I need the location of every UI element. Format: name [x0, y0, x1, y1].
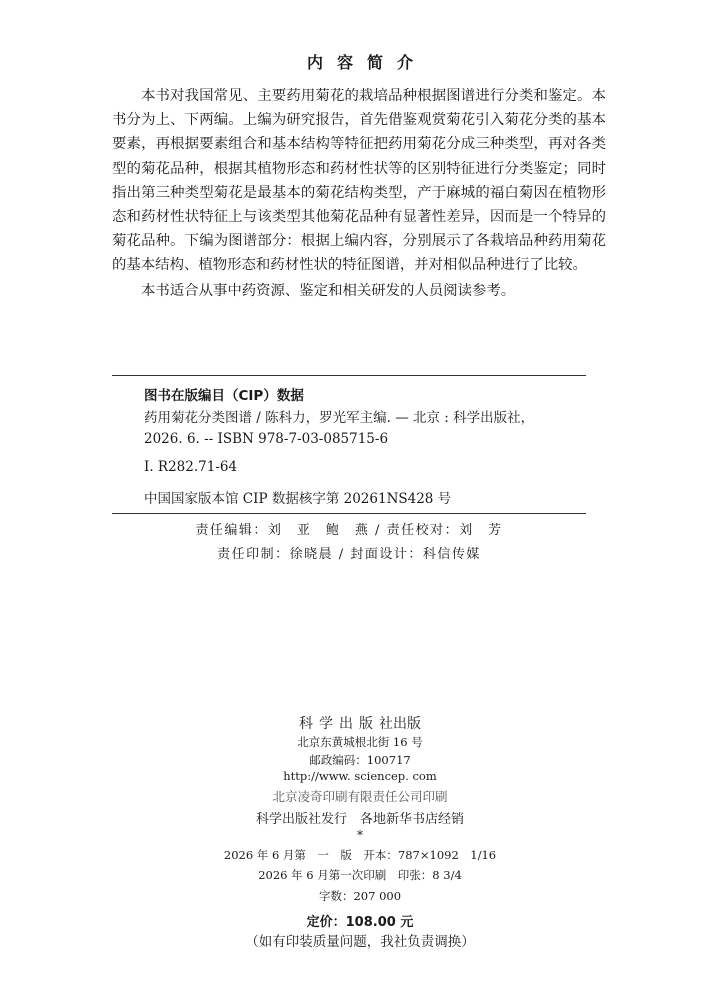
cip-number: 中国国家版本馆 CIP 数据核字第 20261NS428 号 — [144, 491, 452, 507]
cip-entry-line-1: 药用菊花分类图谱 / 陈科力，罗光军主编. — 北京 : 科学出版社， — [144, 410, 535, 426]
credits-production: 责任印制：徐晓晨 / 封面设计：科信传媒 — [217, 547, 481, 562]
separator-asterisk: * — [357, 828, 363, 842]
cip-entry — [144, 408, 604, 450]
postal-code: 邮政编码：100717 — [309, 753, 411, 767]
cip-bottom-rule — [112, 513, 586, 514]
cip-top-rule — [112, 375, 586, 376]
price: 定价：108.00 元 — [306, 915, 414, 930]
cip-heading: 图书在版编目（CIP）数据 — [144, 388, 304, 404]
publisher-name-spaced: 科学出版 — [299, 716, 379, 732]
credits-editors: 责任编辑：刘 亚 鲍 燕 / 责任校对：刘 芳 — [195, 523, 503, 538]
cip-classification: Ⅰ. R282.71-64 — [144, 459, 238, 475]
cip-entry-line-2: 2026. 6. -- ISBN 978-7-03-085715-6 — [144, 431, 389, 447]
printing-info: 2026 年 6 月第一次印刷 印张：8 3/4 — [258, 868, 462, 882]
quality-notice: （如有印装质量问题，我社负责调换） — [245, 934, 475, 950]
publisher-name-suffix: 社出版 — [379, 716, 421, 732]
intro-paragraph-2: 本书适合从事中药资源、鉴定和相关研发的人员阅读参考。 — [141, 282, 516, 299]
word-count: 字数：207 000 — [318, 889, 402, 903]
printer-info: 北京凌奇印刷有限责任公司印刷 — [272, 789, 448, 804]
intro-title: 内容简介 — [306, 53, 427, 72]
publisher-address: 北京东黄城根北街 16 号 — [297, 735, 423, 749]
publisher-name — [130, 713, 590, 733]
intro-section — [112, 84, 606, 303]
publisher-website: http://www. sciencep. com — [283, 769, 437, 783]
intro-paragraph-1: 本书对我国常见、主要药用菊花的栽培品种根据图谱进行分类和鉴定。本书分为上、下两编。上编为研究报告，首先借鉴观赏菊花引入菊花分类的基本要素，再根据要素组合和基本结构等特征把药用菊花分成三种类型，再对各类型的菊花品种，根据其植物形态和药材性状等的区别特征进行分类鉴定；同时指出第三种类型菊花是最基本的菊花结构类型，产于麻城的福白菊因在植物形态和药材性状特征上与该类型其他菊花品种有显著性差异，因而是一个特异的菊花品种。下编为图谱部分：根据上编内容，分别展示了各栽培品种药用菊花的基本结构、植物形态和药材性状的特征图谱，并对相似品种进行了比较。 — [112, 88, 606, 274]
edition-info: 2026 年 6 月第 一 版 开本：787×1092 1/16 — [223, 848, 497, 862]
distribution-info: 科学出版社发行 各地新华书店经销 — [255, 812, 464, 827]
